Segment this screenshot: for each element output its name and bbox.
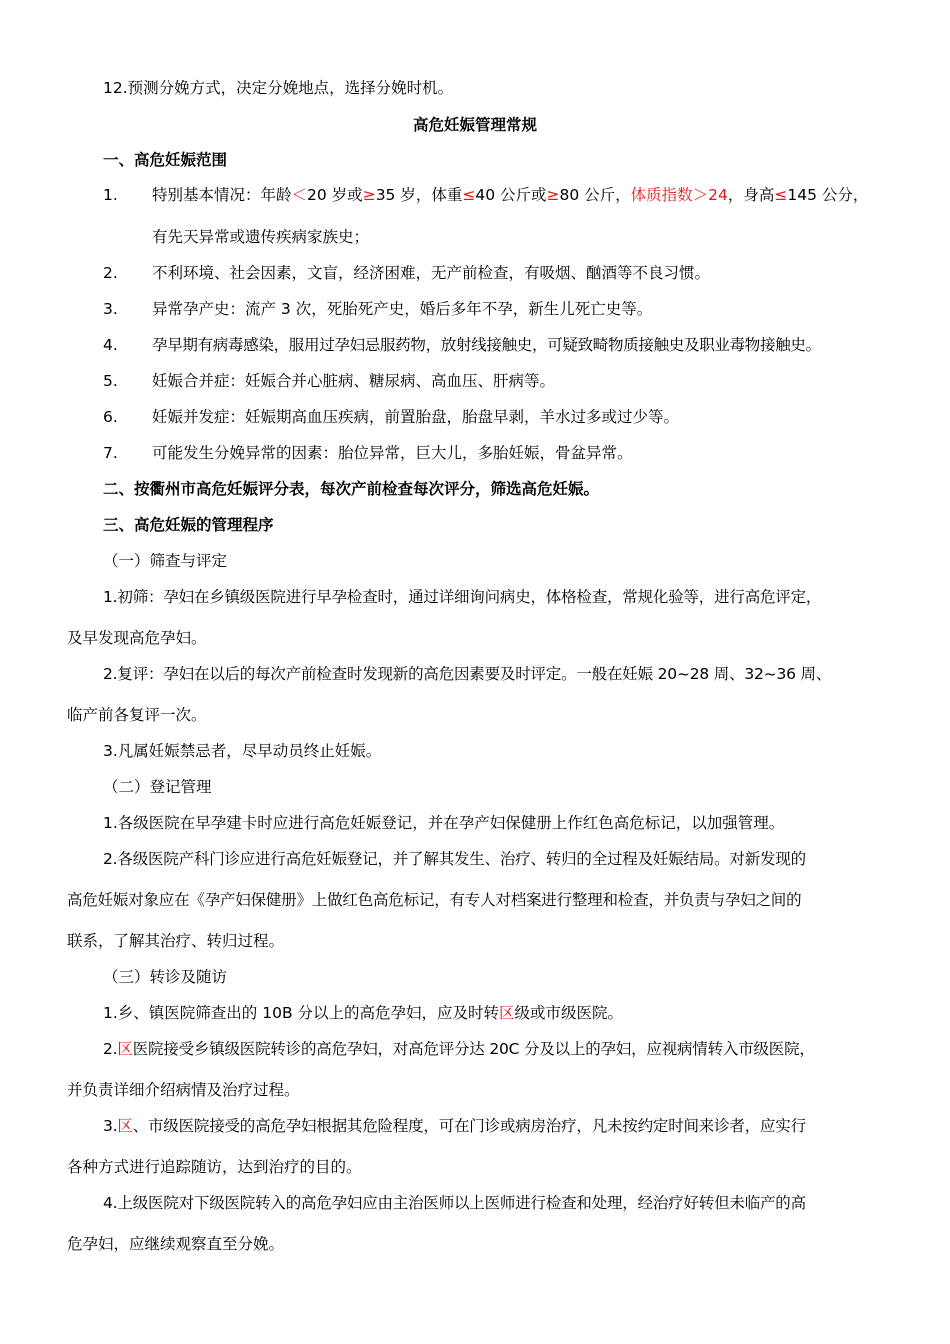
text-part: 医院接受乡镇级医院转诊的高危孕妇，对高危评分达 20C 分及以上的孕妇，应视病情转入市级医院，	[132, 1040, 815, 1058]
text-part: 20 岁或	[307, 186, 363, 204]
item-text: 异常孕产史：流产 3 次，死胎死产史，婚后多年不孕，新生儿死亡史等。	[152, 300, 653, 318]
red-symbol: ≤	[462, 186, 476, 204]
sub2-para2-line1: 2.各级医院产科门诊应进行高危妊娠登记，并了解其发生、治疗、转归的全过程及妊娠结局。对新发现的	[103, 850, 806, 868]
text-part: 40 公斤或	[475, 186, 547, 204]
sub1-para1-line1: 1.初筛：孕妇在乡镇级医院进行早孕检查时，通过详细询问病史，体格检查，常规化验等，进行高危评定，	[103, 588, 822, 606]
sub2-para2-line3: 联系，了解其治疗、转归过程。	[67, 932, 285, 950]
red-district: 区	[499, 1004, 515, 1022]
text-part: 、市级医院接受的高危孕妇根据其危险程度，可在门诊或病房治疗，凡未按约定时间来诊者，应实行	[132, 1117, 806, 1135]
item-text: 妊娠合并症：妊娠合并心脏病、糖尿病、高血压、肝病等。	[152, 372, 556, 390]
sub1-para1-line2: 及早发现高危孕妇。	[67, 629, 207, 647]
section1-heading: 一、高危妊娠范围	[103, 151, 228, 169]
sub3-para4-line1: 4.上级医院对下级医院转入的高危孕妇应由主治医师以上医师进行检查和处理，经治疗好转但未临产的高	[103, 1194, 806, 1212]
sub3-para3-line1	[103, 1116, 806, 1136]
text-part: 80 公斤，	[559, 186, 631, 204]
text-part: 145 公分，	[787, 186, 869, 204]
text-part: 2.	[103, 1040, 118, 1058]
item-number: 6.	[103, 408, 118, 426]
item-number: 3.	[103, 300, 118, 318]
red-symbol: ≤	[774, 186, 788, 204]
item-text: 可能发生分娩异常的因素：胎位异常，巨大儿，多胎妊娠，骨盆异常。	[152, 444, 633, 462]
prev-item-12: 12.预测分娩方式，决定分娩地点，选择分娩时机。	[103, 79, 454, 97]
sub1-para2-line1: 2.复评：孕妇在以后的每次产前检查时发现新的高危因素要及时评定。一般在妊娠 20~28 周、32~36 周、	[103, 665, 832, 683]
item-number: 7.	[103, 444, 118, 462]
sub1-para2-line2: 临产前各复评一次。	[67, 706, 207, 724]
text-part: 1.乡、镇医院筛查出的 10B 分以上的高危孕妇，应及时转	[103, 1004, 500, 1022]
item-number: 1.	[103, 186, 118, 204]
sub3-para4-line2: 危孕妇，应继续观察直至分娩。	[67, 1235, 285, 1253]
text-part: 级或市级医院。	[514, 1004, 624, 1022]
text-part: 特别基本情况：年龄	[152, 186, 292, 204]
red-bmi-text: 体质指数＞24	[630, 186, 728, 204]
document-title: 高危妊娠管理常规	[412, 116, 537, 134]
item-number: 2.	[103, 264, 118, 282]
item-number: 5.	[103, 372, 118, 390]
section2-heading: 二、按衢州市高危妊娠评分表，每次产前检查每次评分，筛选高危妊娠。	[103, 480, 600, 498]
red-symbol: ≥	[362, 186, 376, 204]
item-text: 不利环境、社会因素，文盲，经济困难，无产前检查，有吸烟、酗酒等不良习惯。	[152, 264, 711, 282]
text-part: 35 岁，体重	[375, 186, 463, 204]
red-symbol: ＜	[291, 186, 308, 204]
item-text	[152, 185, 868, 205]
section3-heading: 三、高危妊娠的管理程序	[103, 516, 274, 534]
sub1-heading: （一）筛查与评定	[103, 552, 228, 570]
item-text: 妊娠并发症：妊娠期高血压疾病，前置胎盘，胎盘早剥，羊水过多或过少等。	[152, 408, 680, 426]
section1-item-1-cont: 有先天异常或遗传疾病家族史；	[152, 228, 370, 246]
sub2-heading: （二）登记管理	[103, 778, 212, 796]
red-district: 区	[117, 1040, 133, 1058]
sub1-para3: 3.凡属妊娠禁忌者，尽早动员终止妊娠。	[103, 742, 382, 760]
sub3-para2-line2: 并负责详细介绍病情及治疗过程。	[67, 1081, 300, 1099]
red-district: 区	[117, 1117, 133, 1135]
sub3-para3-line2: 各种方式进行追踪随访，达到治疗的目的。	[67, 1158, 362, 1176]
sub3-heading: （三）转诊及随访	[103, 968, 228, 986]
sub2-para2-line2: 高危妊娠对象应在《孕产妇保健册》上做红色高危标记，有专人对档案进行整理和检查，并负责与孕妇之间的	[67, 891, 802, 909]
red-symbol: ≥	[546, 186, 560, 204]
item-number: 4.	[103, 336, 118, 354]
sub3-para1	[103, 1003, 623, 1023]
item-text: 孕早期有病毒感染，服用过孕妇忌服药物，放射线接触史，可疑致畸物质接触史及职业毒物接触史。	[152, 336, 821, 354]
sub3-para2-line1	[103, 1039, 815, 1059]
text-part: 3.	[103, 1117, 118, 1135]
sub2-para1: 1.各级医院在早孕建卡时应进行高危妊娠登记，并在孕产妇保健册上作红色高危标记，以加强管理。	[103, 814, 785, 832]
text-part: ，身高	[727, 186, 775, 204]
